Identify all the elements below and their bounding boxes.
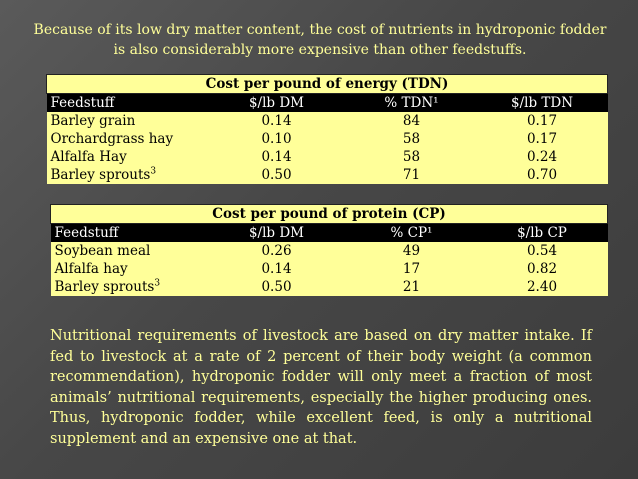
percent-cell — [347, 112, 477, 130]
dm-cost-cell — [207, 242, 347, 260]
table-row — [51, 242, 608, 260]
nutrient-cost-cell-text: 0.17 — [526, 113, 558, 129]
percent-cell — [347, 260, 477, 278]
dm-cost-cell-text: 0.26 — [261, 243, 292, 259]
table-title: Cost per pound of protein (CP) — [51, 205, 608, 224]
table-title: Cost per pound of energy (TDN) — [47, 75, 608, 94]
percent-cell — [347, 148, 477, 166]
column-header: $/lb CP — [477, 224, 608, 243]
dm-cost-cell-text: 0.10 — [261, 131, 292, 147]
column-header: Feedstuff — [47, 94, 207, 113]
dm-cost-cell — [207, 260, 347, 278]
protein-cost-table — [50, 204, 608, 296]
table-row — [51, 260, 608, 278]
percent-cell-text: 49 — [402, 243, 421, 259]
feedstuff-cell — [51, 278, 207, 296]
dm-cost-cell — [207, 148, 347, 166]
percent-cell-text: 58 — [402, 131, 421, 147]
dm-cost-cell — [207, 112, 347, 130]
percent-cell — [347, 278, 477, 296]
table-row — [47, 130, 608, 148]
dm-cost-cell — [207, 278, 347, 296]
table-title-row — [51, 205, 608, 224]
dm-cost-cell-text: 0.14 — [261, 261, 292, 277]
table-row — [47, 112, 608, 130]
percent-cell — [347, 130, 477, 148]
column-header: $/lb TDN — [477, 94, 608, 113]
percent-cell-text: 17 — [402, 261, 421, 277]
feedstuff-cell — [47, 166, 207, 184]
nutrient-cost-cell — [477, 278, 608, 296]
nutrient-cost-cell-text: 0.24 — [526, 149, 558, 165]
feedstuff-cell-text: Barley sprouts — [54, 279, 155, 295]
nutrient-cost-cell — [477, 242, 608, 260]
nutrient-cost-cell-text: 0.54 — [526, 243, 558, 259]
column-header: $/lb DM — [207, 224, 347, 243]
feedstuff-cell — [47, 130, 207, 148]
footnote-marker: 3 — [150, 166, 157, 177]
percent-cell-text: 84 — [402, 113, 421, 129]
nutrient-cost-cell — [477, 112, 608, 130]
nutrient-cost-cell-text: 0.17 — [526, 131, 558, 147]
table-row — [47, 148, 608, 166]
feedstuff-cell-text: Barley sprouts — [50, 167, 151, 183]
nutrient-cost-cell-text: 0.82 — [526, 261, 558, 277]
footnote-marker: 3 — [154, 278, 161, 289]
feedstuff-cell — [47, 148, 207, 166]
percent-cell — [347, 242, 477, 260]
dm-cost-cell — [207, 166, 347, 184]
nutrient-cost-cell — [477, 130, 608, 148]
feedstuff-cell — [51, 260, 207, 278]
percent-cell-text: 71 — [402, 167, 421, 183]
dm-cost-cell-text: 0.14 — [261, 113, 292, 129]
table-header-row — [51, 224, 608, 243]
nutrient-cost-cell — [477, 166, 608, 184]
feedstuff-cell-text: Alfalfa Hay — [50, 149, 127, 165]
feedstuff-cell — [47, 112, 207, 130]
table-header-row — [47, 94, 608, 113]
percent-cell-text: 21 — [402, 279, 421, 295]
table-title-row — [47, 75, 608, 94]
feedstuff-cell — [51, 242, 207, 260]
column-header: % TDN¹ — [347, 94, 477, 113]
percent-cell — [347, 166, 477, 184]
dm-cost-cell-text: 0.50 — [261, 167, 292, 183]
feedstuff-cell-text: Alfalfa hay — [54, 261, 128, 277]
nutrition-paragraph: Nutritional requirements of livestock are based on dry matter intake. If fed to livestock at a rate of 2 percent of their body weight (a common recommendation), hydroponic fodder will only meet a fraction of most animals’ nutritional requirements, especially the higher producing ones. Thus, hydroponic fodder, while excellent feed, is only a nutritional supplement and an expensive one at that. — [50, 328, 592, 447]
column-header: $/lb DM — [207, 94, 347, 113]
intro-text: Because of its low dry matter content, the cost of nutrients in hydroponic fodder is also considerably more expensive than other feedstuffs. — [33, 22, 607, 58]
dm-cost-cell — [207, 130, 347, 148]
percent-cell-text: 58 — [402, 149, 421, 165]
feedstuff-cell-text: Barley grain — [50, 113, 136, 129]
energy-cost-table — [46, 74, 608, 184]
column-header: % CP¹ — [347, 224, 477, 243]
feedstuff-cell-text: Soybean meal — [54, 243, 151, 259]
nutrient-cost-cell-text: 0.70 — [526, 167, 558, 183]
nutrient-cost-cell — [477, 148, 608, 166]
nutrient-cost-cell — [477, 260, 608, 278]
nutrient-cost-cell-text: 2.40 — [526, 279, 558, 295]
dm-cost-cell-text: 0.14 — [261, 149, 292, 165]
table-row — [51, 278, 608, 296]
table-row — [47, 166, 608, 184]
dm-cost-cell-text: 0.50 — [261, 279, 292, 295]
column-header: Feedstuff — [51, 224, 207, 243]
feedstuff-cell-text: Orchardgrass hay — [50, 131, 174, 147]
